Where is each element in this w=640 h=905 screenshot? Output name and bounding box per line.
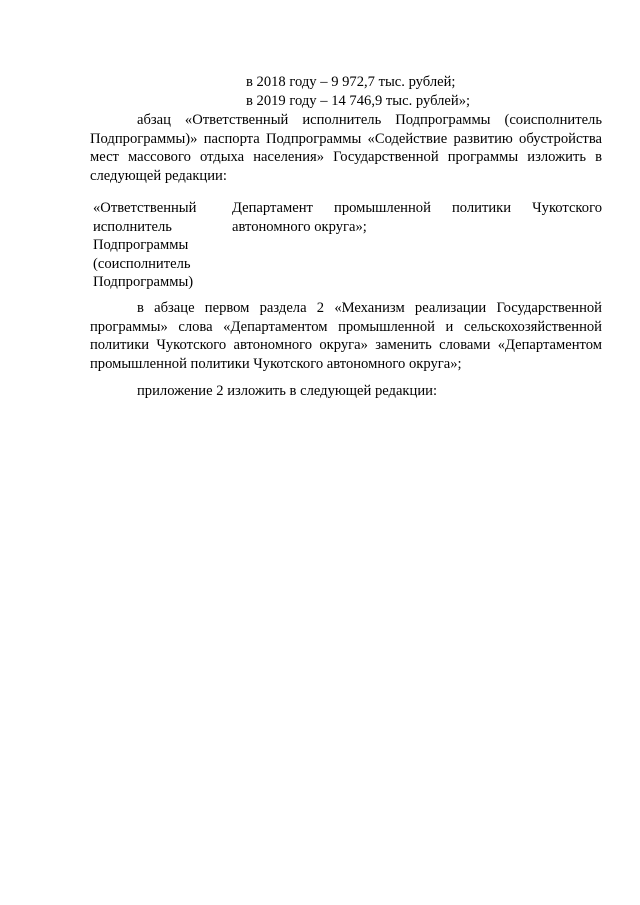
passport-value-line: автономного округа»; [232, 218, 367, 235]
passport-row-value [232, 199, 602, 236]
passport-label-line: (соисполнитель [93, 255, 191, 272]
funding-by-year [246, 73, 546, 110]
passport-label-line: Подпрограммы [93, 237, 189, 253]
funding-2019-line: в 2019 году – 14 746,9 тыс. рублей»; [246, 92, 471, 109]
passport-label-line: Подпрограммы) [93, 274, 194, 290]
paragraph-appendix-2: приложение 2 изложить в следующей редакции: [137, 383, 437, 399]
passport-value-line: Департамент промышленной политики Чукотского [232, 200, 602, 216]
passport-label-line: «Ответственный [93, 200, 197, 216]
passport-label-line: исполнитель [93, 218, 172, 235]
paragraph-passport-amendment: абзац «Ответственный исполнитель Подпрограммы (соисполнитель Подпрограммы)» паспорта Подпрограммы «Содействие развитию обустройства мест массового отдыха населения» Государственной программы изложить в следующей редакции: [90, 112, 602, 184]
passport-row-label [93, 199, 213, 292]
paragraph-section-2-amendment: в абзаце первом раздела 2 «Механизм реализации Государственной программы» слова «Департаментом промышленной и сельскохозяйственной политики Чукотского автономного округа» заменить словами «Департаментом промышленной политики Чукотского автономного округа»; [90, 300, 602, 372]
funding-2018-line: в 2018 году – 9 972,7 тыс. рублей; [246, 74, 456, 90]
